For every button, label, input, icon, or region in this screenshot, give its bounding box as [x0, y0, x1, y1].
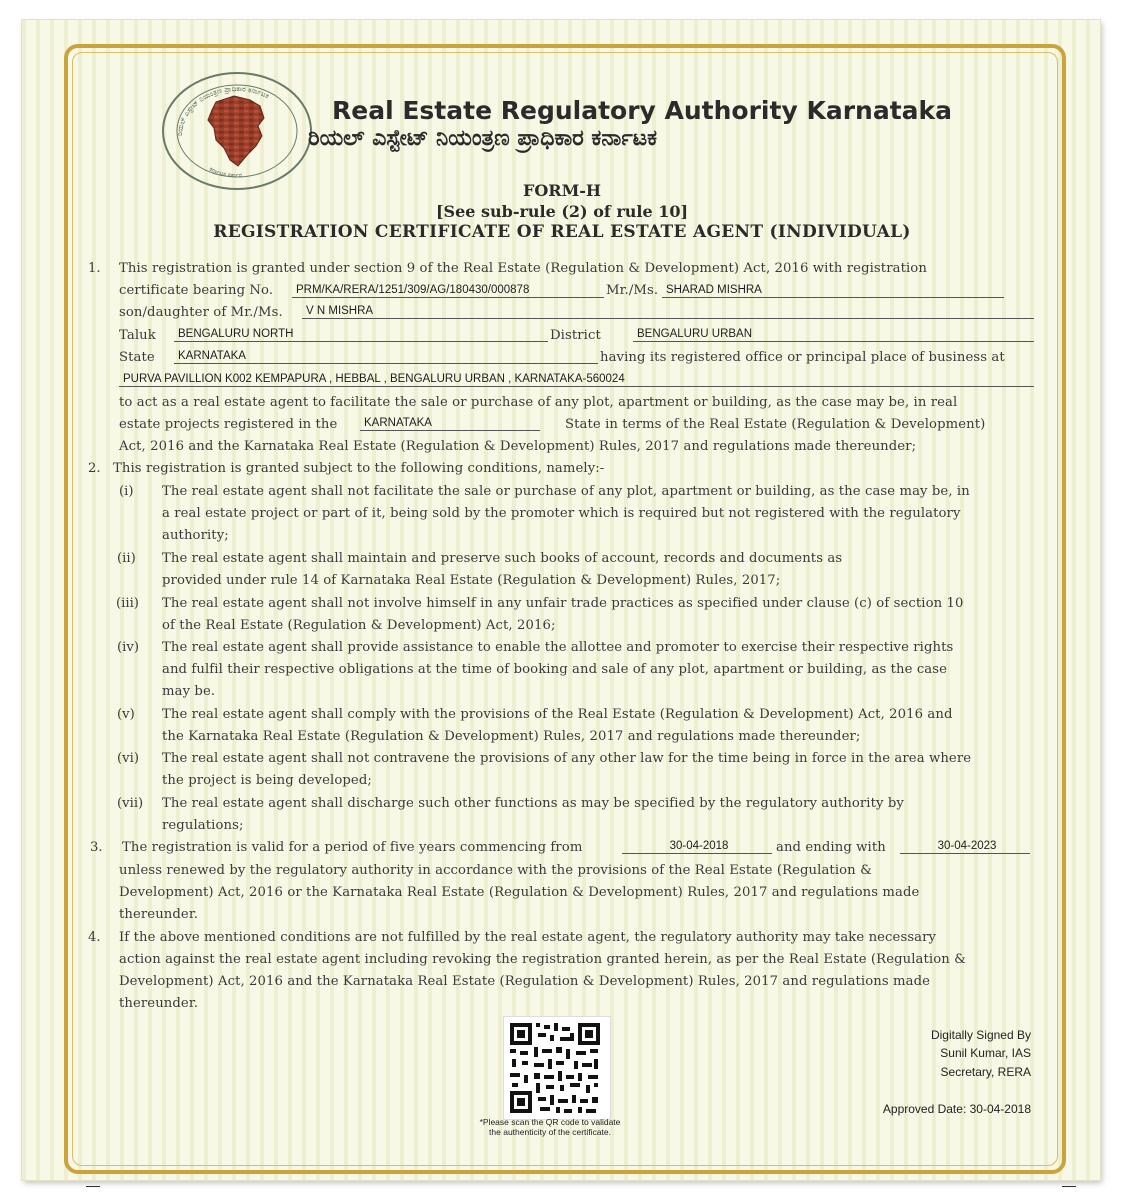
- authority-title-english: Real Estate Regulatory Authority Karnataka: [332, 96, 953, 125]
- condition-label: (iv): [117, 640, 139, 655]
- form-rule: [See sub-rule (2) of rule 10]: [435, 202, 689, 221]
- parent-name-field: V N MISHRA: [302, 305, 1034, 319]
- clause-1-label-reg-no: certificate bearing No.: [119, 283, 274, 298]
- condition-line: The real estate agent shall not contravene the provisions of any other law for the time being in force in the area where: [162, 751, 972, 766]
- clause-1-label-parent: son/daughter of Mr./Ms.: [119, 305, 283, 320]
- registration-number-field: PRM/KA/RERA/1251/309/AG/180430/000878: [292, 284, 604, 298]
- condition-line: regulations;: [162, 818, 244, 833]
- approved-date: Approved Date: 30-04-2018: [882, 1102, 1031, 1116]
- signature-line-3: Secretary, RERA: [940, 1065, 1031, 1079]
- clause-3-line-1a: The registration is valid for a period of five years commencing from: [122, 840, 583, 855]
- clause-3-line-2: unless renewed by the regulatory authority in accordance with the provisions of the Real Estate (Regulation &: [119, 863, 872, 878]
- clause-3-line-3: Development) Act, 2016 or the Karnataka Real Estate (Regulation & Development) Rules, 2017 and regulations made: [119, 885, 920, 900]
- qr-code[interactable]: [503, 1016, 611, 1120]
- condition-label: (i): [119, 484, 134, 499]
- valid-from-date: 30-04-2018: [622, 840, 772, 854]
- clause-4-line-4: thereunder.: [119, 996, 199, 1011]
- condition-label: (ii): [117, 551, 136, 566]
- qr-note-line-1: *Please scan the QR code to validate: [479, 1117, 621, 1127]
- qr-note: [450, 1117, 650, 1137]
- clause-1-label-taluk: Taluk: [119, 328, 156, 343]
- condition-line: of the Real Estate (Regulation & Development) Act, 2016;: [162, 618, 556, 633]
- condition-line: The real estate agent shall comply with the provisions of the Real Estate (Regulation & Development) Act, 2016 and: [162, 707, 953, 722]
- state-field: KARNATAKA: [174, 350, 598, 364]
- condition-line: The real estate agent shall not facilitate the sale or purchase of any plot, apartment or building, as the case may be, in: [162, 484, 970, 499]
- seal-top-text: ರಿಯಲ್ ಎಸ್ಟೇಟ್ ನಿಯಂತ್ರಣ ಪ್ರಾಧಿಕಾರ ಕರ್ನಾಟಕ: [175, 84, 271, 137]
- condition-line: The real estate agent shall provide assistance to enable the allottee and promoter to exercise their respective rights: [162, 640, 954, 655]
- clause-4-number: 4.: [88, 930, 101, 945]
- clause-3-number: 3.: [90, 840, 103, 855]
- clause-4-line-3: Development) Act, 2016 and the Karnataka Real Estate (Regulation & Development) Rules, 2017 and regulations made: [119, 974, 931, 989]
- condition-line: and fulfil their respective obligations at the time of booking and sale of any plot, apartment or building, as the case: [162, 662, 948, 677]
- taluk-field: BENGALURU NORTH: [174, 328, 548, 342]
- valid-until-date: 30-04-2023: [900, 840, 1030, 854]
- form-title: REGISTRATION CERTIFICATE OF REAL ESTATE AGENT (INDIVIDUAL): [213, 222, 911, 242]
- clause-1-label-project-state: estate projects registered in the: [119, 417, 338, 432]
- clause-4-line-1: If the above mentioned conditions are not fulfilled by the real estate agent, the regulatory authority may take necessary: [119, 930, 937, 945]
- seal-bottom-text: ಕರ್ನಾಟಕ ಸರ್ಕಾರ: [207, 165, 243, 180]
- clause-3-line-1b: and ending with: [776, 840, 886, 855]
- footer-mark-right: [1062, 1186, 1076, 1187]
- clause-2-intro: This registration is granted subject to the following conditions, namely:-: [113, 461, 605, 476]
- agent-name-field: SHARAD MISHRA: [662, 284, 1004, 298]
- condition-line: The real estate agent shall discharge such other functions as may be specified by the regulatory authority by: [162, 796, 904, 811]
- condition-line: authority;: [162, 528, 229, 543]
- svg-text:ಕರ್ನಾಟಕ ಸರ್ಕಾರ: [208, 166, 242, 180]
- condition-label: (vii): [117, 796, 144, 811]
- form-name: FORM-H: [522, 181, 602, 200]
- clause-1-line-8b: State in terms of the Real Estate (Regulation & Development): [565, 417, 986, 432]
- condition-line: the Karnataka Real Estate (Regulation & Development) Rules, 2017 and regulations made thereunder;: [162, 729, 861, 744]
- condition-line: The real estate agent shall maintain and preserve such books of account, records and documents as: [162, 551, 843, 566]
- rera-seal-logo: [162, 72, 312, 190]
- clause-3-line-4: thereunder.: [119, 907, 199, 922]
- condition-label: (iii): [116, 596, 139, 611]
- clause-1-line-9: Act, 2016 and the Karnataka Real Estate (Regulation & Development) Rules, 2017 and regulations made thereunder;: [119, 439, 917, 454]
- clause-1-number: 1.: [88, 261, 101, 276]
- project-state-field: KARNATAKA: [360, 417, 540, 431]
- footer-mark-left: [86, 1186, 100, 1187]
- district-field: BENGALURU URBAN: [633, 328, 1034, 342]
- clause-1-label-state: State: [119, 350, 155, 365]
- clause-1-label-office: having its registered office or principal place of business at: [600, 350, 1005, 365]
- condition-label: (v): [117, 707, 135, 722]
- condition-line: a real estate project or part of it, being sold by the promoter which is required but not registered with the regulatory: [162, 506, 961, 521]
- condition-line: The real estate agent shall not involve himself in any unfair trade practices as specified under clause (c) of section 10: [162, 596, 964, 611]
- signature-line-2: Sunil Kumar, IAS: [940, 1046, 1031, 1060]
- clause-1-label-mr-ms: Mr./Ms.: [606, 283, 659, 298]
- condition-label: (vi): [117, 751, 139, 766]
- clause-1-line-1: This registration is granted under section 9 of the Real Estate (Regulation & Development) Act, 2016 with registration: [119, 261, 927, 276]
- signature-line-1: Digitally Signed By: [930, 1028, 1031, 1042]
- qr-note-line-2: the authenticity of the certificate.: [489, 1127, 611, 1137]
- condition-line: may be.: [162, 684, 216, 699]
- authority-title-kannada: ರಿಯಲ್ ಎಸ್ಟೇಟ್ ನಿಯಂತ್ರಣ ಪ್ರಾಧಿಕಾರ ಕರ್ನಾಟಕ: [308, 126, 657, 151]
- address-field: PURVA PAVILLION K002 KEMPAPURA , HEBBAL , BENGALURU URBAN , KARNATAKA-560024: [119, 373, 1034, 387]
- clause-4-line-2: action against the real estate agent including revoking the registration granted herein, as per the Real Estate (Regulation &: [119, 952, 967, 967]
- clause-1-label-district: District: [550, 328, 601, 343]
- clause-1-line-7: to act as a real estate agent to facilitate the sale or purchase of any plot, apartment or building, as the case may be, in real: [119, 395, 958, 410]
- condition-line: provided under rule 14 of Karnataka Real Estate (Regulation & Development) Rules, 2017;: [162, 573, 781, 588]
- condition-line: the project is being developed;: [162, 773, 372, 788]
- clause-2-number: 2.: [88, 461, 101, 476]
